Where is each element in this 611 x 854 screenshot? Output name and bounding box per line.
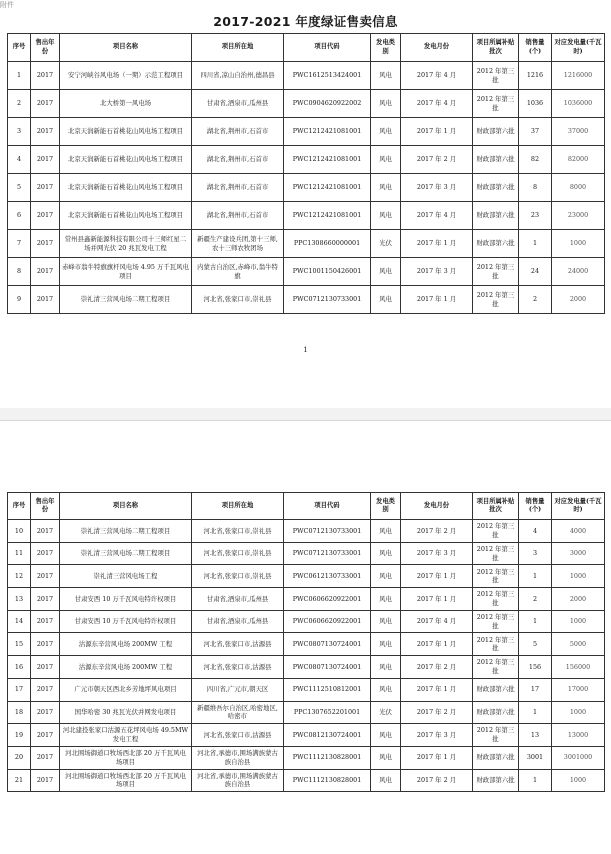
generation-month-cell: 2017 年 4 月 bbox=[401, 62, 473, 90]
table-header-row bbox=[8, 493, 605, 520]
row-index-cell: 10 bbox=[8, 520, 31, 543]
generation-kwh-cell: 24000 bbox=[552, 258, 605, 286]
subsidy-batch-cell: 2012 年第三批 bbox=[473, 90, 519, 118]
project-location-cell: 甘肃省,酒泉市,瓜州县 bbox=[192, 588, 284, 611]
column-header: 项目代码 bbox=[284, 34, 371, 62]
sales-volume-cell: 156 bbox=[519, 656, 552, 679]
row-index-cell: 14 bbox=[8, 610, 31, 633]
project-name-cell: 北京天润新能石首桃花山风电场工程项目 bbox=[60, 118, 192, 146]
generation-type-cell: 风电 bbox=[371, 746, 401, 769]
table-row bbox=[8, 678, 605, 701]
subsidy-batch-cell: 财政部第六批 bbox=[473, 202, 519, 230]
project-name-cell: 北京天润新能石首桃花山风电场工程项目 bbox=[60, 146, 192, 174]
sale-year-cell: 2017 bbox=[31, 588, 60, 611]
green-certificate-table-page-2 bbox=[7, 492, 605, 792]
table-row bbox=[8, 701, 605, 724]
row-index-cell: 2 bbox=[8, 90, 31, 118]
subsidy-batch-cell: 2012 年第三批 bbox=[473, 258, 519, 286]
page-number: 1 bbox=[303, 346, 308, 354]
generation-month-cell: 2017 年 1 月 bbox=[401, 678, 473, 701]
project-code-cell: PWC0812130724001 bbox=[284, 724, 371, 747]
sale-year-cell: 2017 bbox=[31, 542, 60, 565]
project-code-cell: PPC1307652201001 bbox=[284, 701, 371, 724]
project-code-cell: PWC1112130828001 bbox=[284, 746, 371, 769]
sales-volume-cell: 37 bbox=[519, 118, 552, 146]
project-name-cell: 河北建投张家口沽源五花坪风电场 49.5MW 发电工程 bbox=[60, 724, 192, 747]
column-header: 项目所在地 bbox=[192, 493, 284, 520]
table-row bbox=[8, 656, 605, 679]
sale-year-cell: 2017 bbox=[31, 286, 60, 314]
column-header: 销售量(个) bbox=[519, 34, 552, 62]
row-index-cell: 12 bbox=[8, 565, 31, 588]
table-row bbox=[8, 286, 605, 314]
row-index-cell: 18 bbox=[8, 701, 31, 724]
sales-volume-cell: 1 bbox=[519, 230, 552, 258]
generation-month-cell: 2017 年 3 月 bbox=[401, 542, 473, 565]
project-location-cell: 湖北省,荆州市,石首市 bbox=[192, 146, 284, 174]
generation-month-cell: 2017 年 1 月 bbox=[401, 633, 473, 656]
generation-type-cell: 风电 bbox=[371, 678, 401, 701]
column-header: 售出年份 bbox=[31, 34, 60, 62]
subsidy-batch-cell: 财政部第六批 bbox=[473, 746, 519, 769]
project-name-cell: 安宁河峡谷风电场（一期）示范工程项目 bbox=[60, 62, 192, 90]
project-code-cell: PWC0712130733001 bbox=[284, 520, 371, 543]
project-location-cell: 新疆维吾尔自治区,哈密地区,哈密市 bbox=[192, 701, 284, 724]
generation-kwh-cell: 23000 bbox=[552, 202, 605, 230]
generation-month-cell: 2017 年 4 月 bbox=[401, 610, 473, 633]
generation-kwh-cell: 4000 bbox=[552, 520, 605, 543]
row-index-cell: 20 bbox=[8, 746, 31, 769]
sales-volume-cell: 82 bbox=[519, 146, 552, 174]
project-name-cell: 北京天润新能石首桃花山风电场工程项目 bbox=[60, 174, 192, 202]
project-location-cell: 河北省,张家口市,崇礼县 bbox=[192, 286, 284, 314]
generation-month-cell: 2017 年 4 月 bbox=[401, 202, 473, 230]
column-header: 销售量(个) bbox=[519, 493, 552, 520]
generation-type-cell: 风电 bbox=[371, 258, 401, 286]
sale-year-cell: 2017 bbox=[31, 610, 60, 633]
sales-volume-cell: 1 bbox=[519, 701, 552, 724]
document-page-1 bbox=[0, 0, 611, 408]
generation-type-cell: 风电 bbox=[371, 724, 401, 747]
generation-kwh-cell: 2000 bbox=[552, 286, 605, 314]
generation-kwh-cell: 3000 bbox=[552, 542, 605, 565]
generation-type-cell: 风电 bbox=[371, 520, 401, 543]
generation-type-cell: 风电 bbox=[371, 565, 401, 588]
generation-month-cell: 2017 年 1 月 bbox=[401, 746, 473, 769]
green-certificate-table-page-1 bbox=[7, 33, 605, 314]
corner-label: 附件 bbox=[0, 1, 14, 9]
project-location-cell: 四川省,广元市,朝天区 bbox=[192, 678, 284, 701]
generation-kwh-cell: 17000 bbox=[552, 678, 605, 701]
project-location-cell: 河北省,张家口市,崇礼县 bbox=[192, 520, 284, 543]
project-code-cell: PWC0712130733001 bbox=[284, 542, 371, 565]
sales-volume-cell: 2 bbox=[519, 588, 552, 611]
generation-type-cell: 风电 bbox=[371, 118, 401, 146]
project-name-cell: 崇礼清三营风电场二期工程项目 bbox=[60, 520, 192, 543]
generation-kwh-cell: 1000 bbox=[552, 230, 605, 258]
project-name-cell: 甘肃安西 10 万千瓦风电特许权项目 bbox=[60, 610, 192, 633]
generation-kwh-cell: 156000 bbox=[552, 656, 605, 679]
project-code-cell: PWC0807130724001 bbox=[284, 656, 371, 679]
generation-type-cell: 风电 bbox=[371, 146, 401, 174]
sales-volume-cell: 1 bbox=[519, 565, 552, 588]
project-location-cell: 河北省,张家口市,沽源县 bbox=[192, 724, 284, 747]
project-name-cell: 常州县鑫新能源科技有限公司十三师红星二场并网光伏 20 兆瓦发电工程 bbox=[60, 230, 192, 258]
project-code-cell: PWC1212421081001 bbox=[284, 146, 371, 174]
table-row bbox=[8, 520, 605, 543]
generation-kwh-cell: 5000 bbox=[552, 633, 605, 656]
project-location-cell: 湖北省,荆州市,石首市 bbox=[192, 174, 284, 202]
project-code-cell: PWC1112130828001 bbox=[284, 769, 371, 792]
sale-year-cell: 2017 bbox=[31, 520, 60, 543]
row-index-cell: 1 bbox=[8, 62, 31, 90]
generation-month-cell: 2017 年 3 月 bbox=[401, 258, 473, 286]
table-row bbox=[8, 258, 605, 286]
project-code-cell: PWC1612513424001 bbox=[284, 62, 371, 90]
sale-year-cell: 2017 bbox=[31, 62, 60, 90]
sales-volume-cell: 4 bbox=[519, 520, 552, 543]
subsidy-batch-cell: 2012 年第三批 bbox=[473, 610, 519, 633]
project-name-cell: 河北围场御道口牧场西北部 20 万千瓦风电场项目 bbox=[60, 769, 192, 792]
table-row bbox=[8, 90, 605, 118]
table-row bbox=[8, 565, 605, 588]
table-header-row bbox=[8, 34, 605, 62]
column-header: 项目名称 bbox=[60, 34, 192, 62]
project-location-cell: 甘肃省,酒泉市,瓜州县 bbox=[192, 90, 284, 118]
subsidy-batch-cell: 财政部第六批 bbox=[473, 174, 519, 202]
sales-volume-cell: 1 bbox=[519, 769, 552, 792]
generation-kwh-cell: 1036000 bbox=[552, 90, 605, 118]
subsidy-batch-cell: 2012 年第三批 bbox=[473, 724, 519, 747]
sale-year-cell: 2017 bbox=[31, 90, 60, 118]
generation-month-cell: 2017 年 2 月 bbox=[401, 701, 473, 724]
generation-month-cell: 2017 年 1 月 bbox=[401, 565, 473, 588]
generation-type-cell: 风电 bbox=[371, 286, 401, 314]
row-index-cell: 15 bbox=[8, 633, 31, 656]
subsidy-batch-cell: 财政部第六批 bbox=[473, 701, 519, 724]
generation-kwh-cell: 8000 bbox=[552, 174, 605, 202]
sales-volume-cell: 1036 bbox=[519, 90, 552, 118]
project-name-cell: 北大桥第一风电场 bbox=[60, 90, 192, 118]
row-index-cell: 3 bbox=[8, 118, 31, 146]
project-code-cell: PWC1212421081001 bbox=[284, 118, 371, 146]
project-name-cell: 沽源东辛营风电场 200MW 工程 bbox=[60, 656, 192, 679]
row-index-cell: 16 bbox=[8, 656, 31, 679]
generation-month-cell: 2017 年 3 月 bbox=[401, 724, 473, 747]
project-location-cell: 湖北省,荆州市,石首市 bbox=[192, 202, 284, 230]
row-index-cell: 13 bbox=[8, 588, 31, 611]
generation-type-cell: 风电 bbox=[371, 542, 401, 565]
project-name-cell: 国华哈密 30 兆瓦光伏并网发电项目 bbox=[60, 701, 192, 724]
project-location-cell: 四川省,凉山自治州,德昌县 bbox=[192, 62, 284, 90]
sale-year-cell: 2017 bbox=[31, 678, 60, 701]
project-code-cell: PWC0904620922002 bbox=[284, 90, 371, 118]
project-name-cell: 甘肃安西 10 万千瓦风电特许权项目 bbox=[60, 588, 192, 611]
generation-type-cell: 光伏 bbox=[371, 701, 401, 724]
sales-volume-cell: 3001 bbox=[519, 746, 552, 769]
sale-year-cell: 2017 bbox=[31, 230, 60, 258]
subsidy-batch-cell: 财政部第六批 bbox=[473, 678, 519, 701]
column-header: 项目所在地 bbox=[192, 34, 284, 62]
sales-volume-cell: 1216 bbox=[519, 62, 552, 90]
row-index-cell: 5 bbox=[8, 174, 31, 202]
row-index-cell: 21 bbox=[8, 769, 31, 792]
table-row bbox=[8, 724, 605, 747]
project-location-cell: 河北省,张家口市,沽源县 bbox=[192, 633, 284, 656]
subsidy-batch-cell: 2012 年第三批 bbox=[473, 542, 519, 565]
generation-kwh-cell: 1000 bbox=[552, 769, 605, 792]
generation-kwh-cell: 2000 bbox=[552, 588, 605, 611]
table-row bbox=[8, 769, 605, 792]
sale-year-cell: 2017 bbox=[31, 701, 60, 724]
table-row bbox=[8, 542, 605, 565]
sales-volume-cell: 5 bbox=[519, 633, 552, 656]
column-header: 售出年份 bbox=[31, 493, 60, 520]
sale-year-cell: 2017 bbox=[31, 258, 60, 286]
generation-kwh-cell: 1216000 bbox=[552, 62, 605, 90]
generation-month-cell: 2017 年 4 月 bbox=[401, 90, 473, 118]
column-header: 序号 bbox=[8, 493, 31, 520]
sale-year-cell: 2017 bbox=[31, 565, 60, 588]
project-code-cell: PPC1308660000001 bbox=[284, 230, 371, 258]
generation-month-cell: 2017 年 2 月 bbox=[401, 656, 473, 679]
generation-kwh-cell: 3001000 bbox=[552, 746, 605, 769]
sales-volume-cell: 2 bbox=[519, 286, 552, 314]
sales-volume-cell: 1 bbox=[519, 610, 552, 633]
column-header: 项目名称 bbox=[60, 493, 192, 520]
sale-year-cell: 2017 bbox=[31, 146, 60, 174]
table-row bbox=[8, 174, 605, 202]
table-row bbox=[8, 146, 605, 174]
sale-year-cell: 2017 bbox=[31, 118, 60, 146]
column-header: 发电类别 bbox=[371, 34, 401, 62]
project-name-cell: 崇礼清三营风电场工程 bbox=[60, 565, 192, 588]
sales-volume-cell: 13 bbox=[519, 724, 552, 747]
row-index-cell: 7 bbox=[8, 230, 31, 258]
project-location-cell: 新疆生产建设兵团,第十三师,农十三师农牧团场 bbox=[192, 230, 284, 258]
subsidy-batch-cell: 2012 年第三批 bbox=[473, 633, 519, 656]
subsidy-batch-cell: 财政部第六批 bbox=[473, 769, 519, 792]
project-code-cell: PWC0807130724001 bbox=[284, 633, 371, 656]
row-index-cell: 11 bbox=[8, 542, 31, 565]
generation-type-cell: 风电 bbox=[371, 62, 401, 90]
column-header: 项目所属补贴批次 bbox=[473, 493, 519, 520]
column-header: 对应发电量(千瓦时) bbox=[552, 34, 605, 62]
subsidy-batch-cell: 2012 年第三批 bbox=[473, 565, 519, 588]
project-location-cell: 河北省,承德市,围场满族蒙古族自治县 bbox=[192, 769, 284, 792]
project-code-cell: PWC0712130733001 bbox=[284, 286, 371, 314]
table-row bbox=[8, 202, 605, 230]
column-header: 发电类别 bbox=[371, 493, 401, 520]
generation-month-cell: 2017 年 1 月 bbox=[401, 588, 473, 611]
column-header: 项目所属补贴批次 bbox=[473, 34, 519, 62]
column-header: 序号 bbox=[8, 34, 31, 62]
sale-year-cell: 2017 bbox=[31, 174, 60, 202]
sale-year-cell: 2017 bbox=[31, 769, 60, 792]
generation-type-cell: 风电 bbox=[371, 588, 401, 611]
generation-month-cell: 2017 年 2 月 bbox=[401, 769, 473, 792]
generation-month-cell: 2017 年 1 月 bbox=[401, 230, 473, 258]
project-location-cell: 内蒙古自治区,赤峰市,翁牛特旗 bbox=[192, 258, 284, 286]
generation-type-cell: 风电 bbox=[371, 202, 401, 230]
row-index-cell: 19 bbox=[8, 724, 31, 747]
subsidy-batch-cell: 财政部第六批 bbox=[473, 118, 519, 146]
sales-volume-cell: 3 bbox=[519, 542, 552, 565]
column-header: 发电月份 bbox=[401, 493, 473, 520]
subsidy-batch-cell: 2012 年第三批 bbox=[473, 286, 519, 314]
table-row bbox=[8, 230, 605, 258]
project-location-cell: 河北省,张家口市,崇礼县 bbox=[192, 542, 284, 565]
table-row bbox=[8, 633, 605, 656]
generation-type-cell: 风电 bbox=[371, 633, 401, 656]
project-name-cell: 河北围场御道口牧场西北部 20 万千瓦风电场项目 bbox=[60, 746, 192, 769]
table-row bbox=[8, 588, 605, 611]
generation-month-cell: 2017 年 1 月 bbox=[401, 286, 473, 314]
sale-year-cell: 2017 bbox=[31, 656, 60, 679]
project-name-cell: 崇礼清三营风电场二期工程项目 bbox=[60, 286, 192, 314]
row-index-cell: 9 bbox=[8, 286, 31, 314]
table-row bbox=[8, 746, 605, 769]
generation-month-cell: 2017 年 1 月 bbox=[401, 118, 473, 146]
column-header: 对应发电量(千瓦时) bbox=[552, 493, 605, 520]
subsidy-batch-cell: 2012 年第三批 bbox=[473, 520, 519, 543]
generation-kwh-cell: 1000 bbox=[552, 610, 605, 633]
project-code-cell: PWC0606620922001 bbox=[284, 588, 371, 611]
subsidy-batch-cell: 财政部第六批 bbox=[473, 230, 519, 258]
generation-kwh-cell: 82000 bbox=[552, 146, 605, 174]
subsidy-batch-cell: 2012 年第三批 bbox=[473, 588, 519, 611]
project-location-cell: 湖北省,荆州市,石首市 bbox=[192, 118, 284, 146]
generation-type-cell: 风电 bbox=[371, 656, 401, 679]
generation-kwh-cell: 1000 bbox=[552, 565, 605, 588]
generation-type-cell: 光伏 bbox=[371, 230, 401, 258]
project-code-cell: PWC1212421081001 bbox=[284, 174, 371, 202]
project-name-cell: 广元市朝天区西北乡芳地坪风电项目 bbox=[60, 678, 192, 701]
project-code-cell: PWC0612130733001 bbox=[284, 565, 371, 588]
generation-month-cell: 2017 年 2 月 bbox=[401, 146, 473, 174]
project-name-cell: 赤峰市翁牛特旗旗杆风电场 4.95 万千瓦风电项目 bbox=[60, 258, 192, 286]
project-location-cell: 河北省,张家口市,崇礼县 bbox=[192, 565, 284, 588]
table-row bbox=[8, 118, 605, 146]
project-code-cell: PWC1112510812001 bbox=[284, 678, 371, 701]
sale-year-cell: 2017 bbox=[31, 202, 60, 230]
generation-month-cell: 2017 年 3 月 bbox=[401, 174, 473, 202]
project-location-cell: 河北省,承德市,围场满族蒙古族自治县 bbox=[192, 746, 284, 769]
row-index-cell: 17 bbox=[8, 678, 31, 701]
project-name-cell: 北京天润新能石首桃花山风电场工程项目 bbox=[60, 202, 192, 230]
document-title: 2017-2021 年度绿证售卖信息 bbox=[213, 14, 398, 29]
sales-volume-cell: 8 bbox=[519, 174, 552, 202]
row-index-cell: 4 bbox=[8, 146, 31, 174]
row-index-cell: 6 bbox=[8, 202, 31, 230]
row-index-cell: 8 bbox=[8, 258, 31, 286]
generation-type-cell: 风电 bbox=[371, 769, 401, 792]
generation-type-cell: 风电 bbox=[371, 610, 401, 633]
generation-kwh-cell: 1000 bbox=[552, 701, 605, 724]
table-row bbox=[8, 610, 605, 633]
generation-type-cell: 风电 bbox=[371, 174, 401, 202]
project-code-cell: PWC0606620922001 bbox=[284, 610, 371, 633]
sale-year-cell: 2017 bbox=[31, 633, 60, 656]
table-row bbox=[8, 62, 605, 90]
sales-volume-cell: 23 bbox=[519, 202, 552, 230]
project-code-cell: PWC1212421081001 bbox=[284, 202, 371, 230]
subsidy-batch-cell: 2012 年第三批 bbox=[473, 62, 519, 90]
generation-month-cell: 2017 年 2 月 bbox=[401, 520, 473, 543]
project-name-cell: 崇礼清三营风电场二期工程项目 bbox=[60, 542, 192, 565]
project-location-cell: 河北省,张家口市,沽源县 bbox=[192, 656, 284, 679]
project-name-cell: 沽源东辛营风电场 200MW 工程 bbox=[60, 633, 192, 656]
sale-year-cell: 2017 bbox=[31, 724, 60, 747]
generation-kwh-cell: 13000 bbox=[552, 724, 605, 747]
column-header: 发电月份 bbox=[401, 34, 473, 62]
column-header: 项目代码 bbox=[284, 493, 371, 520]
generation-kwh-cell: 37000 bbox=[552, 118, 605, 146]
sales-volume-cell: 24 bbox=[519, 258, 552, 286]
document-page-2 bbox=[0, 420, 611, 854]
generation-type-cell: 风电 bbox=[371, 90, 401, 118]
subsidy-batch-cell: 财政部第六批 bbox=[473, 146, 519, 174]
subsidy-batch-cell: 2012 年第三批 bbox=[473, 656, 519, 679]
sales-volume-cell: 17 bbox=[519, 678, 552, 701]
project-code-cell: PWC1001150426001 bbox=[284, 258, 371, 286]
sale-year-cell: 2017 bbox=[31, 746, 60, 769]
project-location-cell: 甘肃省,酒泉市,瓜州县 bbox=[192, 610, 284, 633]
